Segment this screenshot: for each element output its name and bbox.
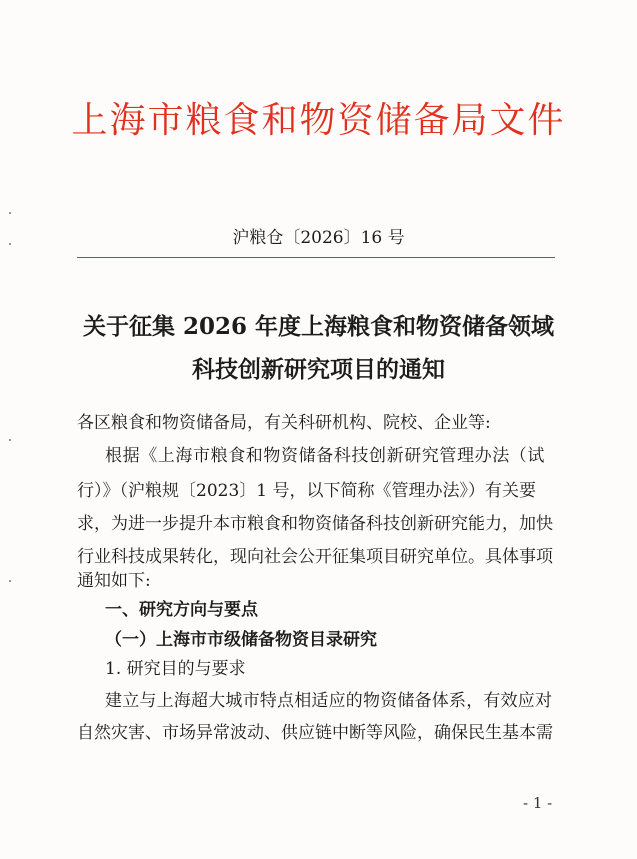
salutation: 各区粮食和物资储备局，有关科研机构、院校、企业等:	[77, 413, 491, 433]
paragraph-1-line-4: 行业科技成果转化，现向社会公开征集项目研究单位。具体事项	[77, 547, 553, 567]
scan-mark	[9, 243, 11, 245]
notice-title-line-1: 关于征集 2026 年度上海粮食和物资储备领域	[82, 313, 555, 340]
letterhead-title: 上海市粮食和物资储备局文件	[71, 100, 566, 141]
scan-mark	[9, 580, 11, 582]
paragraph-1-line-1: 根据《上海市粮食和物资储备科技创新研究管理办法（试	[105, 446, 545, 466]
paragraph-2-line-1: 建立与上海超大城市特点相适应的物资储备体系，有效应对	[105, 691, 553, 711]
paragraph-1-line-5: 通知如下:	[77, 571, 151, 591]
item-heading-1: 1. 研究目的与要求	[105, 659, 246, 679]
paragraph-1-line-2: 行）》（沪粮规〔2023〕1 号，以下简称《管理办法》）有关要	[77, 481, 536, 501]
paragraph-1-line-3: 求，为进一步提升本市粮食和物资储备科技创新研究能力，加快	[77, 514, 553, 534]
section-heading-1: 一、研究方向与要点	[105, 600, 258, 620]
scan-mark	[9, 439, 11, 441]
page-number: - 1 -	[523, 794, 553, 812]
scan-mark	[9, 212, 11, 214]
subsection-heading-1: （一）上海市市级储备物资目录研究	[105, 630, 377, 650]
red-divider	[77, 257, 555, 258]
paragraph-2-line-2: 自然灾害、市场异常波动、供应链中断等风险，确保民生基本需	[77, 723, 553, 743]
notice-title-line-2: 科技创新研究项目的通知	[192, 356, 445, 383]
document-number: 沪粮仓〔2026〕16 号	[232, 228, 405, 248]
